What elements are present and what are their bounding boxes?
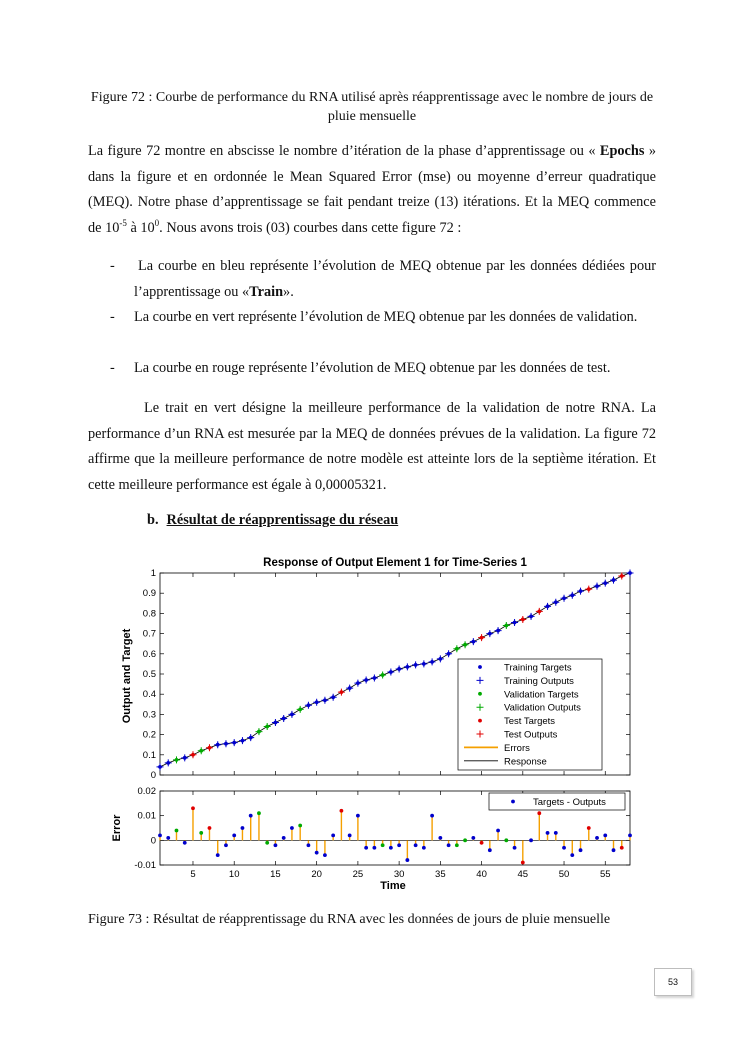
- error-point: [504, 838, 508, 842]
- error-plot: [134, 786, 632, 880]
- error-point: [595, 836, 599, 840]
- error-point: [480, 841, 484, 845]
- error-point: [356, 814, 360, 818]
- bullet-dash: -: [110, 258, 115, 274]
- x-tick-label: 55: [599, 869, 611, 880]
- x-tick-label: 50: [558, 869, 570, 880]
- error-point: [562, 846, 566, 850]
- error-point: [381, 843, 385, 847]
- legend-label: Validation Targets: [504, 689, 579, 701]
- error-point: [620, 846, 624, 850]
- error-point: [438, 836, 442, 840]
- error-point: [628, 834, 632, 838]
- error-point: [603, 834, 607, 838]
- x-tick-label: 30: [393, 869, 405, 880]
- error-point: [282, 836, 286, 840]
- bullet-3-text: La courbe en rouge représente l’évolution de MEQ obtenue par les données de test.: [134, 360, 611, 376]
- error-point: [414, 843, 418, 847]
- y-axis-label-error: Error: [111, 814, 123, 842]
- section-heading: [147, 512, 398, 529]
- y-tick-label-top: 0.1: [142, 749, 156, 761]
- y-tick-label-top: 0.3: [142, 709, 156, 721]
- figure-73-caption: Figure 73 : Résultat de réapprentissage du RNA avec les données de jours de pluie mensuelle: [88, 912, 611, 927]
- error-point: [554, 831, 558, 835]
- error-point: [405, 858, 409, 862]
- error-point: [579, 848, 583, 852]
- bullet-2-text: La courbe en vert représente l’évolution de MEQ obtenue par les données de validation.: [134, 309, 638, 325]
- y-tick-label-top: 0.4: [142, 689, 156, 701]
- error-point: [496, 829, 500, 833]
- legend-label: Test Outputs: [504, 729, 558, 741]
- p1-e: . Nous avons trois (03) courbes dans cette figure 72 :: [159, 219, 462, 236]
- paragraph-2: Le trait en vert désigne la meilleure performance de la validation de notre RNA. La performance d’un RNA est mesurée par la MEQ de données prévues de la validation. La figure 72 affirme que la meilleure performance de notre modèle est atteinte lors de la septième itération. Et cette meilleure performance est égale à 0,00005321.: [88, 400, 656, 493]
- bullet-1-text: [134, 254, 656, 305]
- error-point: [570, 853, 574, 857]
- y-tick-label-error: -0.01: [134, 860, 156, 871]
- error-point: [158, 834, 162, 838]
- y-tick-label-error: 0: [150, 835, 156, 847]
- p1-sup2: 0: [154, 217, 160, 228]
- y-tick-label-error: 0.02: [137, 786, 156, 797]
- error-point: [183, 841, 187, 845]
- section-title: Résultat de réapprentissage du réseau: [166, 512, 399, 528]
- y-axis-label-top: Output and Target: [121, 628, 133, 724]
- y-tick-label-error: 0.01: [137, 810, 156, 822]
- x-tick-label: 25: [352, 869, 364, 880]
- x-tick-label: 10: [228, 869, 240, 880]
- error-point: [166, 836, 170, 840]
- p1-epochs: Epochs: [599, 143, 645, 159]
- p1-a: La figure 72 montre en abscisse le nombre d’itération de la phase d’apprentissage ou «: [88, 143, 600, 159]
- error-point: [257, 811, 261, 815]
- error-point: [521, 861, 525, 865]
- error-point: [224, 843, 228, 847]
- legend-label: Training Outputs: [504, 675, 574, 687]
- chart-title: Response of Output Element 1 for Time-Series 1: [263, 557, 527, 569]
- paragraph-1: [88, 139, 656, 241]
- legend-dot-symbol: [478, 665, 482, 669]
- x-tick-label: 35: [435, 869, 446, 880]
- error-point: [397, 843, 401, 847]
- error-legend-symbol: [511, 800, 515, 804]
- legend-label: Response: [504, 756, 547, 768]
- section-number: b.: [147, 512, 159, 528]
- error-point: [274, 843, 278, 847]
- error-point: [315, 851, 319, 855]
- error-point: [290, 826, 294, 830]
- error-point: [191, 806, 195, 810]
- error-point: [389, 846, 393, 850]
- b1-c: ».: [283, 283, 294, 300]
- top-plot: [143, 568, 634, 781]
- page-number: 53: [654, 968, 692, 996]
- x-tick-label: 15: [270, 869, 281, 880]
- error-point: [364, 846, 368, 850]
- legend-label: Test Targets: [504, 716, 556, 728]
- error-point: [323, 853, 327, 857]
- error-point: [513, 846, 517, 850]
- error-point: [488, 848, 492, 852]
- error-point: [307, 843, 311, 847]
- response-chart: [100, 548, 640, 896]
- error-point: [216, 853, 220, 857]
- bullet-dash: -: [110, 360, 115, 376]
- error-point: [471, 836, 475, 840]
- error-point: [422, 846, 426, 850]
- error-point: [241, 826, 245, 830]
- error-point: [340, 809, 344, 813]
- error-point: [463, 838, 467, 842]
- legend-label: Training Targets: [504, 662, 572, 674]
- b1-a: La courbe en bleu représente l’évolution de MEQ obtenue par les données dédiées pour l’apprentissage ou «: [134, 258, 656, 300]
- y-tick-label-top: 0.2: [142, 729, 156, 741]
- p1-d: à 10: [126, 219, 155, 236]
- y-tick-label-top: 0.6: [142, 648, 156, 660]
- legend-dot-symbol: [478, 719, 482, 723]
- y-tick-label-top: 0.8: [142, 608, 156, 620]
- error-point: [537, 811, 541, 815]
- p1-c: » dans la figure et en ordonnée le Mean Squared Error (mse) ou moyenne d’erreur quadratique (MEQ). Notre phase d’apprentissage se fait pendant treize (13) itérations. Et la MEQ commence de 10: [88, 143, 656, 236]
- b1-train: Train: [249, 283, 284, 300]
- error-point: [455, 843, 459, 847]
- legend-label: Errors: [504, 742, 530, 754]
- error-point: [175, 829, 179, 833]
- error-point: [249, 814, 253, 818]
- error-point: [298, 824, 302, 828]
- error-point: [232, 834, 236, 838]
- y-tick-label-top: 0.9: [142, 588, 156, 600]
- x-tick-label: 5: [190, 869, 196, 880]
- error-point: [612, 848, 616, 852]
- error-point: [372, 846, 376, 850]
- y-tick-label-top: 1: [150, 568, 156, 579]
- error-point: [587, 826, 591, 830]
- bullet-dash: -: [110, 309, 115, 325]
- error-point: [529, 838, 533, 842]
- error-point: [447, 843, 451, 847]
- x-tick-label: 20: [311, 869, 322, 880]
- legend-label: Validation Outputs: [504, 702, 581, 714]
- y-tick-label-top: 0.5: [142, 669, 156, 680]
- x-axis-label: Time: [380, 880, 406, 892]
- error-point: [208, 826, 212, 830]
- error-legend-label: Targets - Outputs: [533, 797, 606, 808]
- error-point: [430, 814, 434, 818]
- error-point: [546, 831, 550, 835]
- error-point: [331, 834, 335, 838]
- x-tick-label: 45: [517, 869, 529, 880]
- p1-sup1: -5: [119, 217, 127, 228]
- x-tick-label: 40: [476, 869, 487, 880]
- error-point: [348, 834, 352, 838]
- error-point: [199, 831, 203, 835]
- figure-72-caption: Figure 72 : Courbe de performance du RNA utilisé après réapprentissage avec le nombre de jours de pluie mensuelle: [90, 90, 654, 124]
- y-tick-label-top: 0: [150, 770, 156, 781]
- error-point: [265, 841, 269, 845]
- y-tick-label-top: 0.7: [142, 628, 156, 640]
- legend-dot-symbol: [478, 692, 482, 696]
